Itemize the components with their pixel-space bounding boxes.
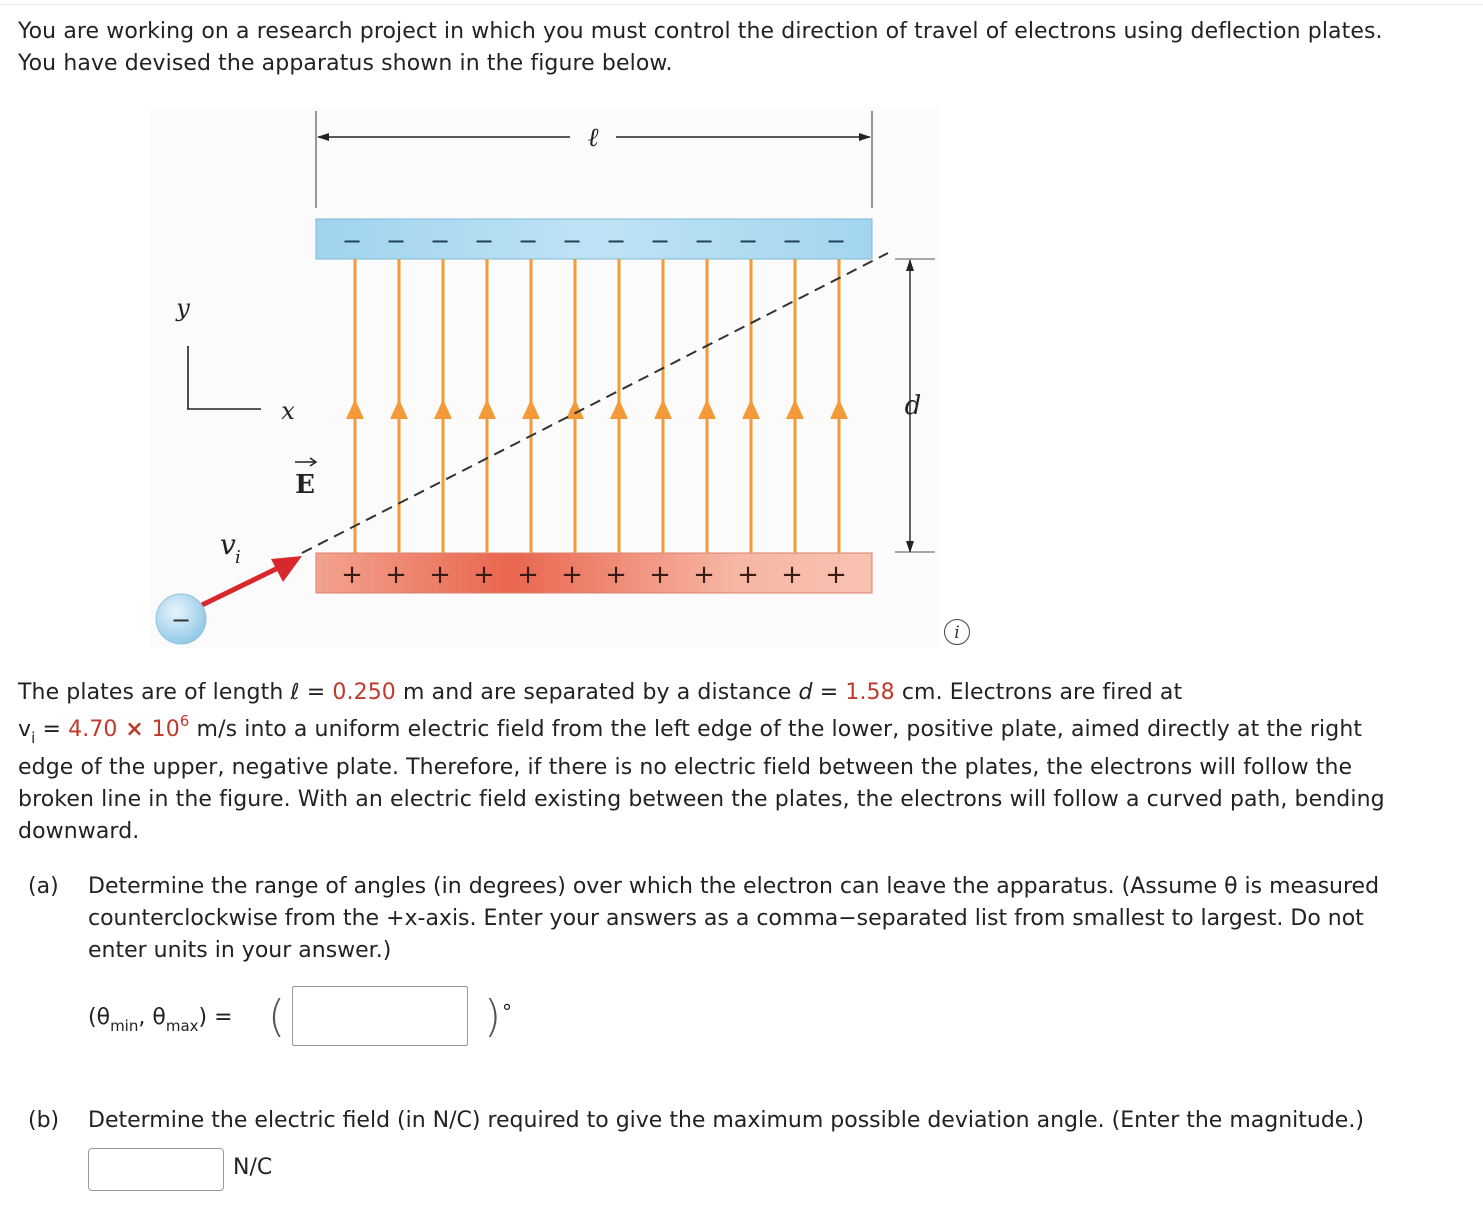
positive-sign: +	[781, 560, 803, 590]
negative-sign: −	[561, 227, 583, 255]
info-icon[interactable]: i	[944, 619, 970, 645]
top-divider	[0, 4, 1483, 5]
problem-line-5: downward.	[18, 819, 140, 844]
separation-value: 1.58	[845, 680, 895, 705]
electric-field-input[interactable]	[88, 1148, 224, 1191]
part-a-label: (a)	[28, 874, 59, 899]
negative-sign: −	[473, 227, 495, 255]
negative-sign: −	[693, 227, 715, 255]
degree-symbol: °	[502, 1000, 512, 1024]
negative-sign: −	[517, 227, 539, 255]
part-a-line-2: counterclockwise from the +x-axis. Enter your answers as a comma−separated list from smallest to largest. Do not	[88, 906, 1364, 931]
y-axis-label: y	[176, 294, 190, 322]
positive-sign: +	[693, 560, 715, 590]
negative-sign: −	[737, 227, 759, 255]
intro-line-1: You are working on a research project in which you must control the direction of travel of electrons using deflection plates.	[18, 19, 1383, 44]
negative-sign: −	[605, 227, 627, 255]
answer-close-paren: )	[484, 991, 502, 1042]
electron-charge: −	[170, 606, 192, 634]
part-a-line-3: enter units in your answer.)	[88, 938, 392, 963]
positive-sign: +	[825, 560, 847, 590]
positive-sign: +	[737, 560, 759, 590]
part-a-line-1: Determine the range of angles (in degrees) over which the electron can leave the apparatus. (Assume θ is measured	[88, 874, 1380, 899]
negative-sign: −	[649, 227, 671, 255]
positive-sign: +	[561, 560, 583, 590]
intro-line-2: You have devised the apparatus shown in the figure below.	[18, 51, 673, 76]
problem-line-1: The plates are of length ℓ = 0.250 m and are separated by a distance d = 1.58 cm. Electrons are fired at	[18, 680, 1183, 705]
negative-sign: −	[341, 227, 363, 255]
velocity-label: v	[220, 528, 236, 561]
separation-label: d	[904, 391, 922, 421]
part-b-line-1: Determine the electric field (in N/C) required to give the maximum possible deviation angle. (Enter the magnitude.)	[88, 1108, 1364, 1133]
speed-value: $4.70 \times 10^6$	[68, 712, 190, 742]
electric-field-unit: N/C	[233, 1155, 273, 1180]
deflection-plates-figure	[150, 108, 940, 648]
problem-line-3: edge of the upper, negative plate. Therefore, if there is no electric field between the plates, the electrons will follow the	[18, 755, 1353, 780]
velocity-label-subscript: i	[235, 547, 241, 568]
positive-sign: +	[429, 560, 451, 590]
part-a-answer-label: ($\theta_{min}$, $\theta_{max}$) =	[88, 1005, 233, 1035]
positive-sign: +	[605, 560, 627, 590]
positive-sign: +	[517, 560, 539, 590]
length-label: ℓ	[587, 123, 599, 153]
length-value: 0.250	[332, 680, 396, 705]
problem-line-2: $v_i = 4.70 \times 10^6$ m/s into a uniform electric field from the left edge of the lower, positive plate, aimed directly at the right	[18, 712, 1363, 747]
angle-range-input[interactable]	[292, 986, 468, 1046]
negative-sign: −	[781, 227, 803, 255]
positive-sign: +	[385, 560, 407, 590]
part-b-label: (b)	[28, 1108, 60, 1133]
positive-sign: +	[649, 560, 671, 590]
x-axis-label: x	[281, 397, 295, 425]
problem-line-4: broken line in the figure. With an electric field existing between the plates, the electrons will follow a curved path, bending	[18, 787, 1385, 812]
negative-sign: −	[429, 227, 451, 255]
positive-sign: +	[341, 560, 363, 590]
negative-sign: −	[385, 227, 407, 255]
negative-sign: −	[825, 227, 847, 255]
positive-sign: +	[473, 560, 495, 590]
field-label: E	[295, 470, 315, 500]
answer-open-paren: (	[268, 991, 286, 1042]
